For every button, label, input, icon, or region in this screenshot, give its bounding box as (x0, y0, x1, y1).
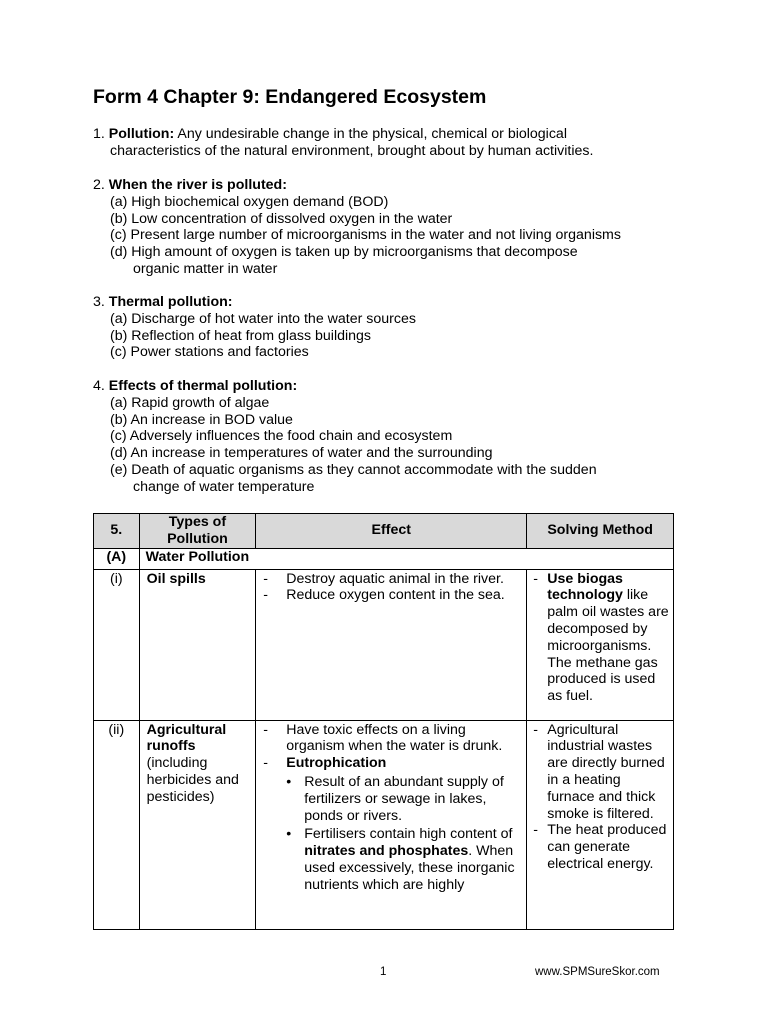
header-types: Types of Pollution (139, 514, 256, 549)
list-item-cont: organic matter in water (133, 260, 278, 277)
table-header-row (94, 514, 674, 549)
pollution-type: Agricultural runoffs (including herbicides and pesticides) (139, 720, 256, 929)
effect-item: - Destroy aquatic animal in the river. (263, 570, 504, 587)
list-item: (c) Present large number of microorganisms in the water and not living organisms (110, 227, 621, 244)
list-item: (d) An increase in temperatures of water and the surrounding (110, 445, 493, 462)
list-item: (c) Adversely influences the food chain and ecosystem (110, 428, 453, 445)
effect-cell (256, 720, 527, 929)
section-row-water-pollution (94, 548, 674, 569)
section-heading: Pollution: (108, 126, 175, 142)
effect-item: - Have toxic effects on a living organism when the water is drunk. (263, 721, 503, 755)
section-number: 3. (93, 294, 105, 310)
section-title: Water Pollution (139, 548, 673, 569)
section-heading: Thermal pollution: (108, 294, 233, 310)
bullet-item: • Fertilisers contain high content of nitrates and phosphates. When used excessively, these inorganic nutrients which are highly (286, 826, 515, 893)
section-thermal-effects (93, 378, 597, 496)
row-number: (i) (94, 569, 140, 720)
effect-item: - Reduce oxygen content in the sea. (263, 587, 505, 604)
header-number: 5. (94, 514, 140, 549)
section-number: 2. (93, 177, 105, 193)
header-solving-method: Solving Method (527, 514, 674, 549)
list-item: (a) Rapid growth of algae (110, 394, 270, 411)
solving-cell (527, 720, 674, 929)
section-number: 4. (93, 378, 105, 394)
solving-item: - Agricultural industrial wastes are directly burned in a heating furnace and thick smoke is filtered. (533, 721, 665, 822)
list-item: (b) Reflection of heat from glass buildings (110, 327, 372, 344)
solving-item: - Use biogas technology like palm oil wastes are decomposed by microorganisms. The methane gas produced is used as fuel. (533, 570, 669, 705)
row-number: (ii) (94, 720, 140, 929)
solving-item: - The heat produced can generate electrical energy. (533, 822, 667, 872)
list-item: (b) Low concentration of dissolved oxygen in the water (110, 210, 453, 227)
bullet-item: • Result of an abundant supply of fertilizers or sewage in lakes, ponds or rivers. (286, 773, 504, 824)
list-item: (c) Power stations and factories (110, 344, 309, 361)
section-thermal-pollution (93, 294, 416, 361)
section-heading: When the river is polluted: (108, 177, 287, 193)
section-heading: Effects of thermal pollution: (108, 378, 298, 394)
table-row (94, 569, 674, 720)
effect-cell (256, 569, 527, 720)
header-effect: Effect (256, 514, 527, 549)
list-item: (a) Discharge of hot water into the water sources (110, 310, 416, 327)
section-label: (A) (94, 548, 140, 569)
pollution-type: Oil spills (139, 569, 256, 720)
page-number: 1 (380, 966, 387, 978)
solving-cell (527, 569, 674, 720)
list-item: (a) High biochemical oxygen demand (BOD) (110, 193, 389, 210)
pollution-table (93, 513, 674, 930)
list-item: (b) An increase in BOD value (110, 411, 293, 428)
section-river-polluted (93, 177, 621, 278)
footer-website[interactable]: www.SPMSureSkor.com (535, 966, 660, 978)
section-pollution (93, 126, 593, 160)
list-item: (e) Death of aquatic organisms as they cannot accommodate with the sudden (110, 461, 597, 478)
table-row (94, 720, 674, 929)
definition-text-cont: characteristics of the natural environment, brought about by human activities. (110, 142, 594, 159)
definition-text: Any undesirable change in the physical, chemical or biological (177, 126, 567, 142)
effect-item: - Eutrophication • Result of an abundant supply of fertilizers or sewage in lakes, ponds or rivers. • Fertilisers contain high content of nitrates and phosphates. When used excessively, these inorganic nutrients which are highly (256, 755, 522, 893)
list-item-cont: change of water temperature (133, 478, 315, 495)
list-item: (d) High amount of oxygen is taken up by microorganisms that decompose (110, 244, 578, 261)
page-title: Form 4 Chapter 9: Endangered Ecosystem (93, 86, 487, 108)
section-number: 1. (93, 126, 105, 142)
